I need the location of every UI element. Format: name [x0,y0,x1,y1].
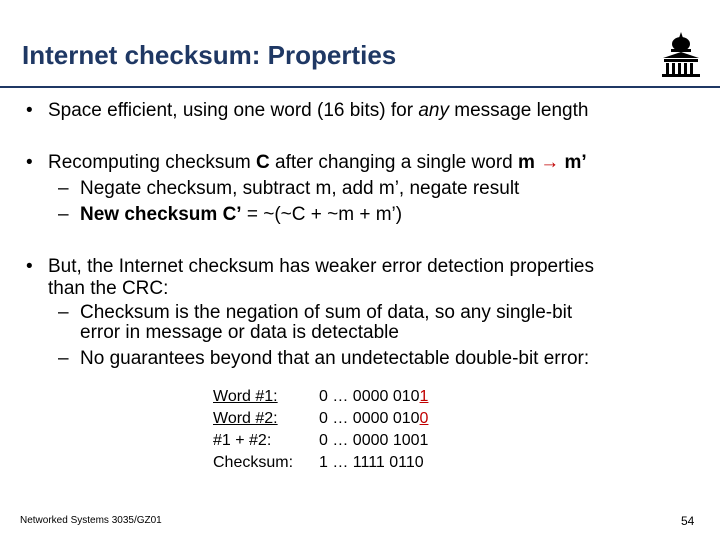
bullet-text: after changing a single word [269,152,518,173]
dash-marker: – [58,348,69,369]
page-title: Internet checksum: Properties [22,40,397,70]
bullet-weaker-detection-cont: than the CRC: [48,278,169,299]
arrow-icon: → [540,152,560,173]
bullet-space-efficient [48,100,588,122]
bullet-marker: • [26,152,33,173]
bullet-recomputing [48,152,587,174]
ucl-portico-logo-icon [660,30,702,78]
bullet-text: message length [449,100,589,121]
row-value: 0 … 0000 0101 [319,388,429,405]
row-value: 0 … 0000 1001 [319,432,429,449]
page-number: 54 [681,514,695,528]
row-value: 1 … 1111 0110 [319,454,424,471]
row-label: Word #2: [213,410,278,427]
sub-bullet-negate: Negate checksum, subtract m, add m’, negate result [80,178,520,199]
var-m-prime: m’ [564,152,587,173]
differing-bit: 0 [419,410,429,427]
bullet-marker: • [26,100,33,121]
emphasis-any: any [418,100,449,121]
sub-bullet-single-bit: Checksum is the negation of sum of data, so any single-bit [80,302,573,323]
bullet-text: Recomputing checksum [48,152,257,173]
sub-bullet-single-bit-cont: error in message or data is detectable [80,322,399,343]
dash-marker: – [58,302,69,323]
sub-bullet-new-checksum [80,204,402,226]
differing-bit: 1 [419,388,429,405]
row-label: Word #1: [213,388,278,405]
var-m: m [518,152,535,173]
title-divider [0,86,720,88]
bullet-marker: • [26,256,33,277]
dash-marker: – [58,178,69,199]
row-label: #1 + #2: [213,432,272,449]
bullet-text: Space efficient, using one word (16 bits) for [48,100,419,121]
row-value: 0 … 0000 0100 [319,410,429,427]
sub-bullet-no-guarantees: No guarantees beyond that an undetectable double-bit error: [80,348,590,369]
new-checksum-label: New checksum C’ [80,204,242,225]
var-c: C [256,152,270,173]
row-label: Checksum: [213,454,294,471]
dash-marker: – [58,204,69,225]
footer-course: Networked Systems 3035/GZ01 [20,515,162,526]
bullet-weaker-detection: But, the Internet checksum has weaker error detection properties [48,256,594,277]
new-checksum-formula: = ~(~C + ~m + m’) [241,204,403,225]
